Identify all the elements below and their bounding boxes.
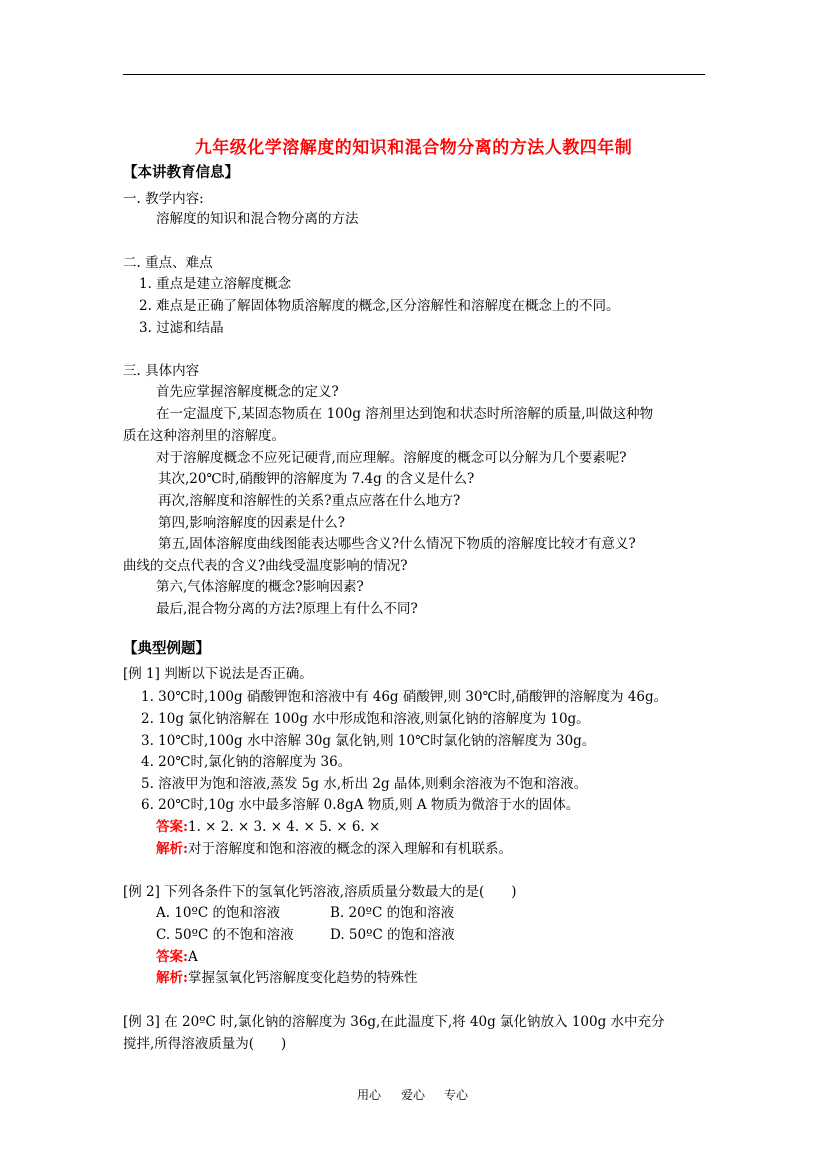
example-2-option-d: D. 50ºC 的饱和溶液 bbox=[330, 927, 455, 943]
example-3-stem: [例 3] 在 20ºC 时,氯化钠的溶解度为 36g,在此温度下,将 40g 氯化钠放入 100g 水中充分 bbox=[123, 1014, 665, 1030]
section-2-heading: 二. 重点、难点 bbox=[123, 255, 213, 271]
answer-value: 1. × 2. × 3. × 4. × 5. × 6. × bbox=[187, 819, 381, 835]
section-3-line: 第六,气体溶解度的概念?影响因素? bbox=[156, 579, 364, 595]
analysis-text: 对于溶解度和饱和溶液的概念的深入理解和有机联系。 bbox=[187, 841, 512, 857]
analysis-label: 解析: bbox=[156, 970, 188, 986]
example-3-stem-continued: 搅拌,所得溶液质量为( ) bbox=[123, 1036, 287, 1052]
section-1-heading: 一. 教学内容: bbox=[123, 191, 204, 207]
document-title: 九年级化学溶解度的知识和混合物分离的方法人教四年制 bbox=[194, 138, 633, 158]
section-3-line: 第五,固体溶解度曲线图能表达哪些含义?什么情况下物质的溶解度比较才有意义? bbox=[158, 536, 636, 552]
example-1-item: 1. 30℃时,100g 硝酸钾饱和溶液中有 46g 硝酸钾,则 30℃时,硝酸钾的溶解度为 46g。 bbox=[141, 689, 668, 705]
answer-label: 答案: bbox=[156, 949, 188, 965]
answer-value: A bbox=[187, 949, 198, 965]
example-2-analysis bbox=[156, 969, 417, 987]
example-1-item: 6. 20℃时,10g 水中最多溶解 0.8gA 物质,则 A 物质为微溶于水的固体。 bbox=[141, 797, 580, 813]
footer-text: 专心 bbox=[444, 1088, 469, 1102]
section-1-text: 溶解度的知识和混合物分离的方法 bbox=[156, 211, 359, 227]
section-3-line: 其次,20℃时,硝酸钾的溶解度为 7.4g 的含义是什么? bbox=[158, 471, 475, 487]
example-1-item: 5. 溶液甲为饱和溶液,蒸发 5g 水,析出 2g 晶体,则剩余溶液为不饱和溶液。 bbox=[141, 776, 588, 792]
examples-header: 【典型例题】 bbox=[123, 640, 210, 657]
footer-text: 用心 bbox=[357, 1088, 382, 1102]
example-2-option-b: B. 20ºC 的饱和溶液 bbox=[330, 905, 455, 921]
answer-label: 答案: bbox=[156, 819, 188, 835]
section-3-line: 曲线的交点代表的含义?曲线受温度影响的情况? bbox=[123, 558, 408, 574]
section-3-line: 首先应掌握溶解度概念的定义? bbox=[156, 384, 339, 400]
example-1-stem: [例 1] 判断以下说法是否正确。 bbox=[123, 666, 313, 682]
example-2-option-a: A. 10ºC 的饱和溶液 bbox=[156, 905, 280, 921]
section-2-item: 3. 过滤和结晶 bbox=[139, 320, 224, 336]
section-3-line: 最后,混合物分离的方法?原理上有什么不同? bbox=[156, 601, 418, 617]
example-1-item: 4. 20℃时,氯化钠的溶解度为 36。 bbox=[141, 754, 352, 770]
example-2-stem: [例 2] 下列各条件下的氢氧化钙溶液,溶质质量分数最大的是( ) bbox=[123, 884, 517, 900]
example-1-item: 3. 10℃时,100g 水中溶解 30g 氯化钠,则 10℃时氯化钠的溶解度为 30g。 bbox=[141, 733, 596, 749]
section-3-line: 第四,影响溶解度的因素是什么? bbox=[158, 515, 346, 531]
example-2-answer bbox=[156, 948, 198, 966]
example-1-analysis bbox=[156, 840, 512, 858]
example-2-option-c: C. 50ºC 的不饱和溶液 bbox=[156, 927, 294, 943]
footer-text: 爱心 bbox=[401, 1088, 426, 1102]
analysis-text: 掌握氢氧化钙溶解度变化趋势的特殊性 bbox=[187, 970, 418, 986]
section-3-line: 对于溶解度概念不应死记硬背,而应理解。溶解度的概念可以分解为几个要素呢? bbox=[156, 450, 627, 466]
example-1-item: 2. 10g 氯化钠溶解在 100g 水中形成饱和溶液,则氯化钠的溶解度为 10g。 bbox=[141, 711, 590, 727]
section-3-line: 在一定温度下,某固态物质在 100g 溶剂里达到饱和状态时所溶解的质量,叫做这种物 bbox=[156, 406, 654, 422]
section-3-line: 质在这种溶剂里的溶解度。 bbox=[123, 428, 285, 444]
header-rule bbox=[123, 74, 705, 75]
info-header: 【本讲教育信息】 bbox=[123, 164, 239, 181]
section-3-line: 再次,溶解度和溶解性的关系?重点应落在什么地方? bbox=[158, 493, 461, 509]
section-2-item: 1. 重点是建立溶解度概念 bbox=[139, 276, 292, 292]
example-1-answer bbox=[156, 818, 380, 836]
section-3-heading: 三. 具体内容 bbox=[123, 363, 200, 379]
analysis-label: 解析: bbox=[156, 841, 188, 857]
section-2-item: 2. 难点是正确了解固体物质溶解度的概念,区分溶解性和溶解度在概念上的不同。 bbox=[139, 298, 620, 314]
